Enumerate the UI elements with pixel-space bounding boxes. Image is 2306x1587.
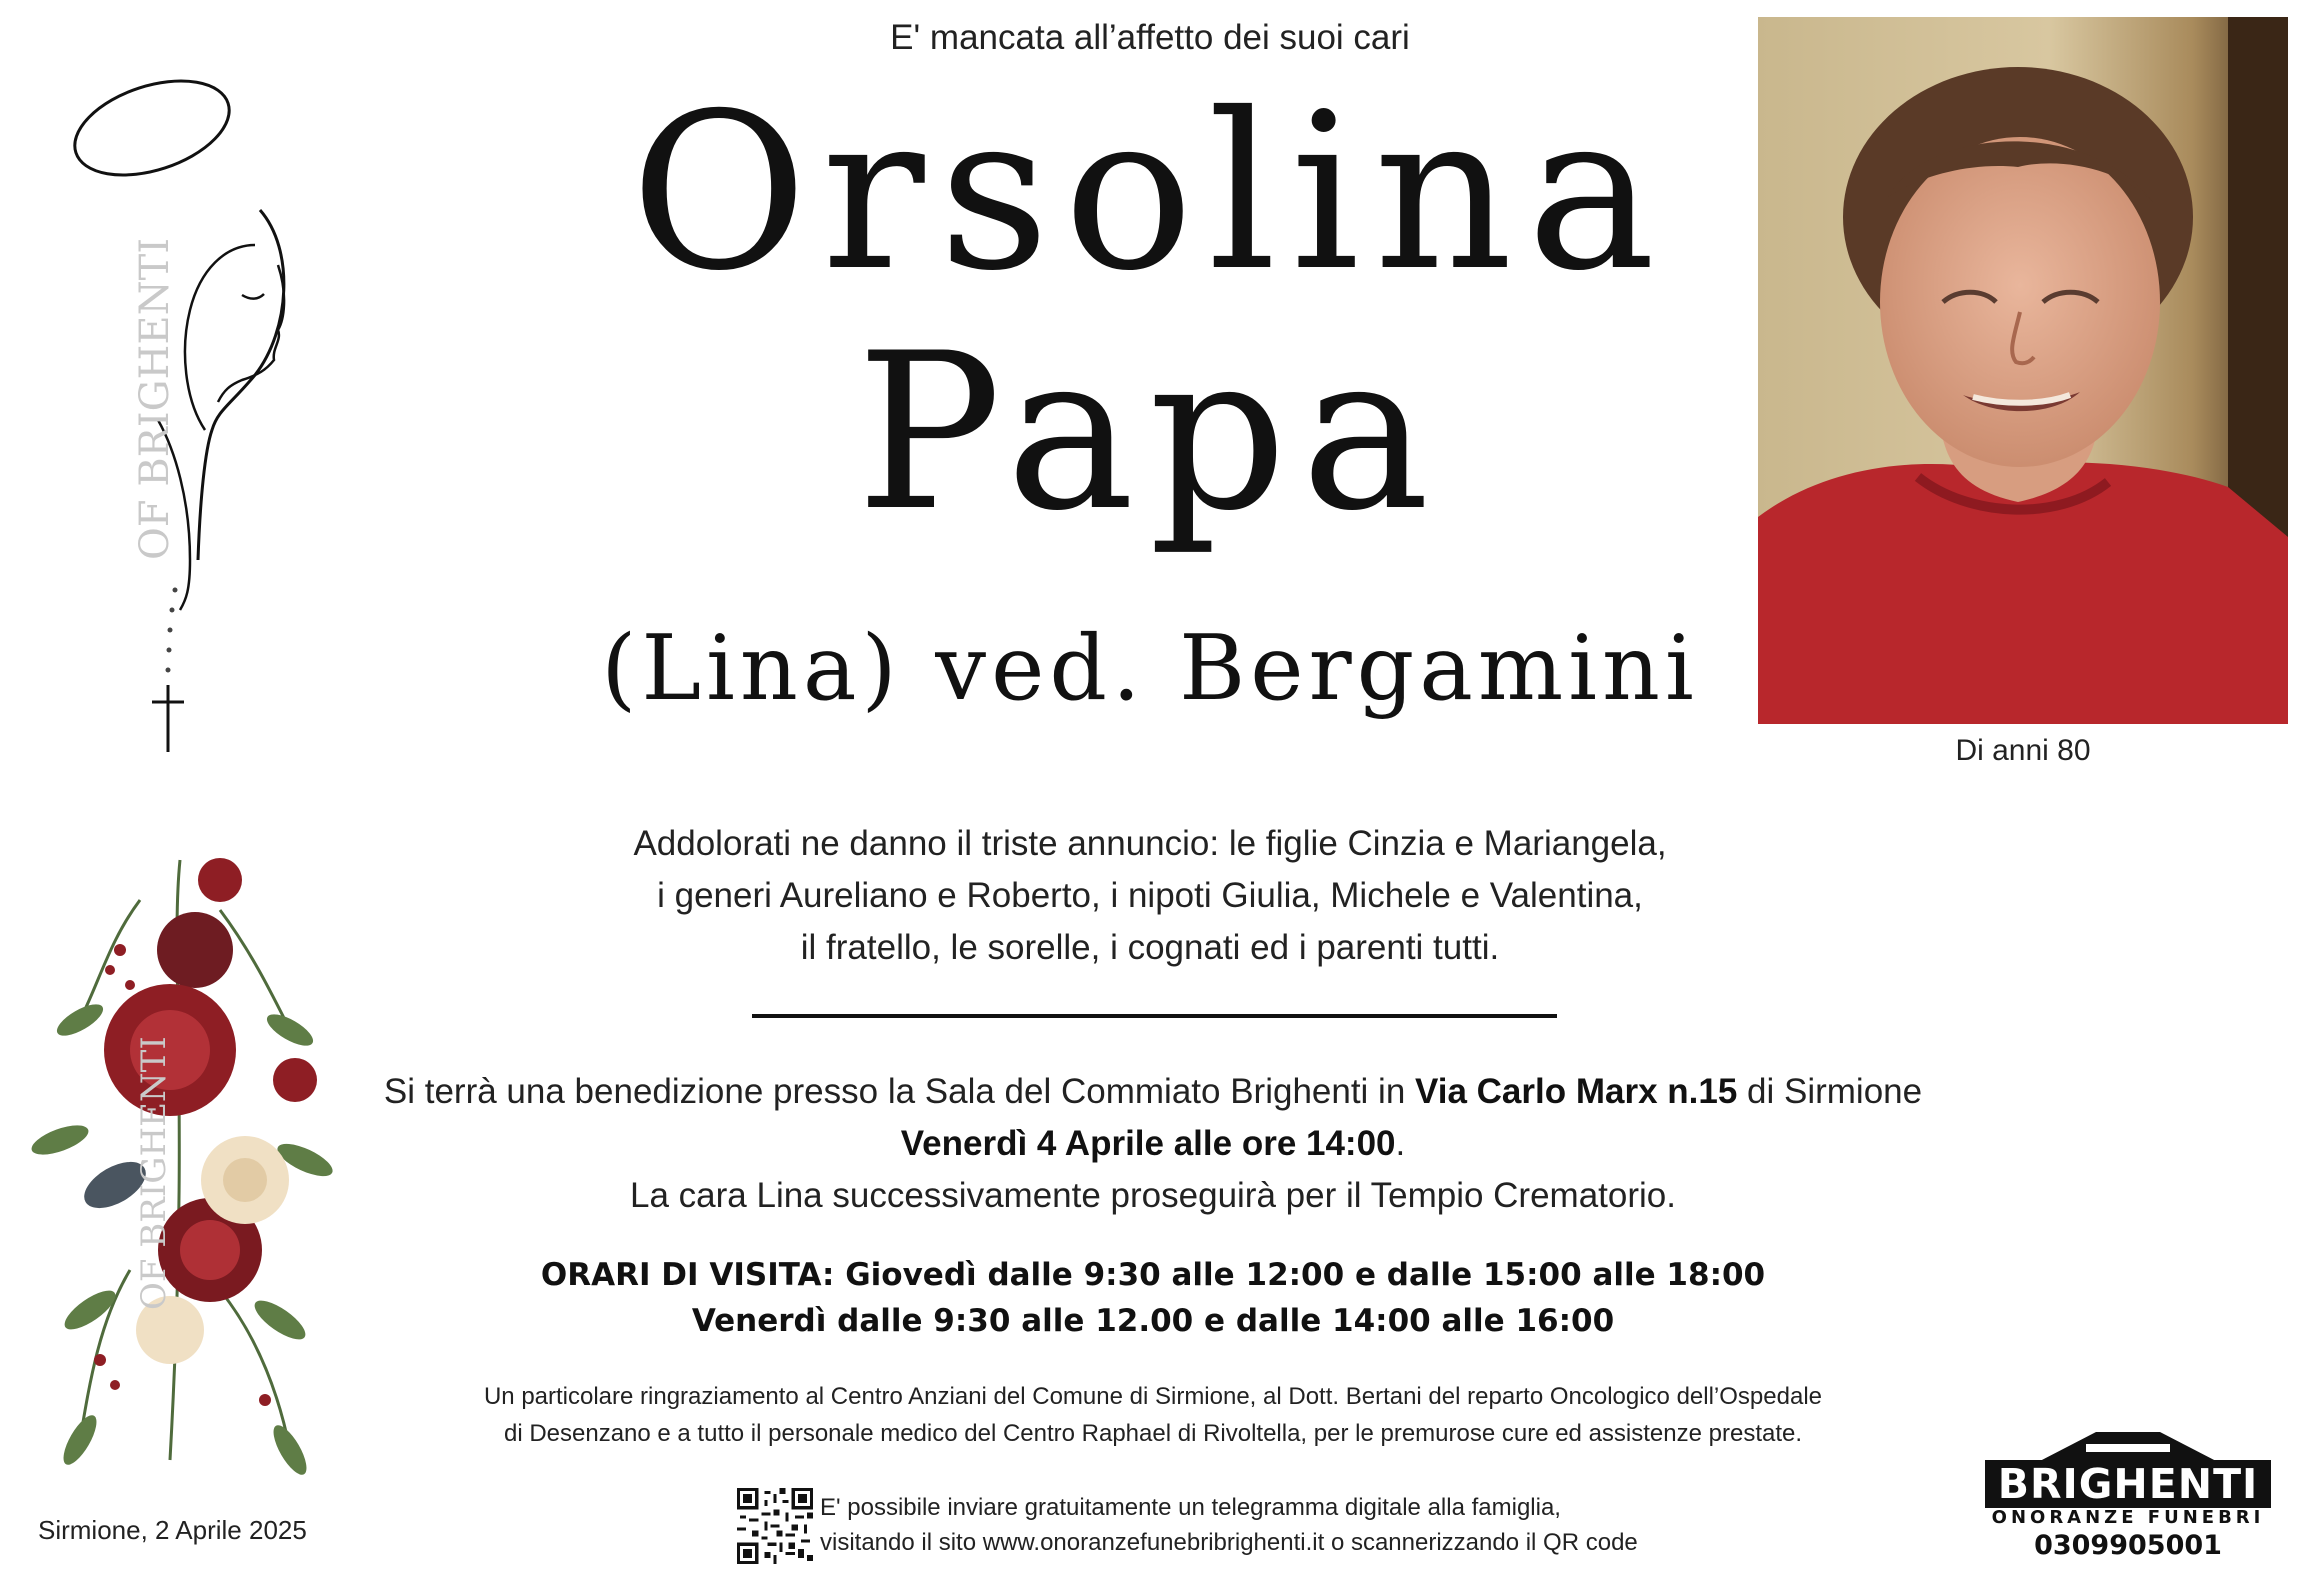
ceremony-details bbox=[260, 1066, 2046, 1222]
place-date: Sirmione, 2 Aprile 2025 bbox=[38, 1515, 307, 1545]
thanks-line: di Desenzano e a tutto il personale medico del Centro Raphael di Rivoltella, per le premurose cure ed assistenze prestate. bbox=[503, 1420, 1803, 1447]
qr-code-icon[interactable] bbox=[737, 1488, 813, 1564]
ceremony-text: di Sirmione bbox=[1737, 1072, 1923, 1111]
ceremony-line-3: La cara Lina successivamente proseguirà per il Tempio Crematorio. bbox=[630, 1176, 1676, 1215]
ceremony-text: . bbox=[1395, 1124, 1406, 1163]
first-name: Orsolina bbox=[630, 67, 1670, 318]
ceremony-datetime: Venerdì 4 Aprile alle ore 14:00 bbox=[900, 1124, 1396, 1163]
thanks-line: Un particolare ringraziamento al Centro Anziani del Comune di Sirmione, al Dott. Bertani del reparto Oncologico dell’Ospedale bbox=[483, 1383, 1823, 1410]
telegram-line: E' possibile inviare gratuitamente un telegramma digitale alla famiglia, bbox=[820, 1494, 1561, 1521]
madonna-line-art-icon bbox=[40, 30, 340, 760]
rose-bouquet-icon bbox=[20, 840, 340, 1480]
visiting-hours bbox=[400, 1252, 1906, 1344]
ceremony-line-2 bbox=[260, 1118, 2046, 1170]
telegram-line: visitando il sito www.onoranzefunebribrighenti.it o scannerizzando il QR code bbox=[820, 1529, 1638, 1556]
announcement-line: i generi Aureliano e Roberto, i nipoti Giulia, Michele e Valentina, bbox=[657, 876, 1643, 915]
telegram-note bbox=[820, 1490, 1720, 1560]
portrait-photo bbox=[1758, 17, 2288, 724]
age-caption: Di anni 80 bbox=[1955, 734, 2091, 767]
watermark-text: OF BRIGHENTI bbox=[134, 1036, 174, 1310]
watermark-text: OF BRIGHENTI bbox=[132, 237, 178, 560]
intro-text: E' mancata all’affetto dei suoi cari bbox=[890, 18, 1410, 57]
brand-phone: 0309905001 bbox=[2034, 1530, 2222, 1561]
announcement-line: Addolorati ne danno il triste annuncio: le figlie Cinzia e Mariangela, bbox=[633, 824, 1667, 863]
visiting-hours-line: Venerdì dalle 9:30 alle 12.00 e dalle 14:00 alle 16:00 bbox=[691, 1303, 1615, 1339]
announcement-line: il fratello, le sorelle, i cognati ed i parenti tutti. bbox=[800, 928, 1500, 967]
brand-name: BRIGHENTI bbox=[1985, 1460, 2271, 1508]
ceremony-text: Si terrà una benedizione presso la Sala del Commiato Brighenti in bbox=[383, 1072, 1416, 1111]
nickname-line: (Lina) ved. Bergamini bbox=[601, 616, 1699, 721]
ceremony-line-1 bbox=[260, 1066, 2046, 1118]
visiting-hours-line: ORARI DI VISITA: Giovedì dalle 9:30 alle 12:00 e dalle 15:00 alle 18:00 bbox=[540, 1257, 1766, 1293]
ceremony-address: Via Carlo Marx n.15 bbox=[1415, 1072, 1738, 1111]
last-name: Papa bbox=[856, 307, 1444, 558]
thanks-note bbox=[330, 1378, 1976, 1452]
announcement bbox=[400, 818, 1900, 974]
brand-subtitle: ONORANZE FUNEBRI bbox=[1991, 1507, 2265, 1528]
divider-line bbox=[752, 1014, 1557, 1018]
